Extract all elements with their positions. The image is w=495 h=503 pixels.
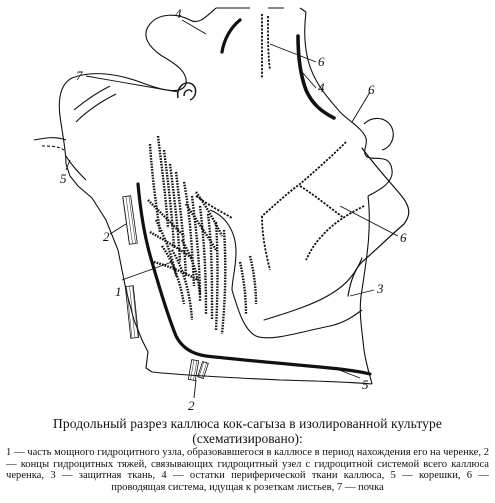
label-5-bottom: 5 bbox=[362, 377, 369, 392]
label-6-right: 6 bbox=[368, 82, 375, 97]
label-6-top: 6 bbox=[318, 54, 325, 69]
label-4-top: 4 bbox=[175, 6, 182, 21]
label-2-left: 2 bbox=[103, 229, 110, 244]
caption-title: Продольный разрез каллюса кок-сагыза в изолированной культуре bbox=[53, 416, 442, 431]
roots bbox=[34, 86, 116, 180]
callus-outline bbox=[59, 8, 393, 384]
figure-caption bbox=[6, 416, 489, 493]
label-1: 1 bbox=[115, 284, 122, 299]
label-4-right: 4 bbox=[318, 80, 325, 95]
label-7: 7 bbox=[76, 68, 83, 83]
bud bbox=[178, 83, 196, 100]
leader-lines bbox=[66, 20, 398, 398]
label-2-bottom: 2 bbox=[188, 398, 195, 413]
label-5-left: 5 bbox=[60, 171, 67, 186]
figure-labels bbox=[60, 6, 407, 413]
caption-subtitle: (схематизировано): bbox=[192, 431, 303, 446]
label-6-lower: 6 bbox=[400, 230, 407, 245]
inner-boundary bbox=[210, 210, 362, 338]
label-3: 3 bbox=[377, 281, 384, 296]
caption-legend: 1 — часть мощного гидроцитного узла, образовавшегося в каллюсе в период нахождения его на черенке, 2 — концы гидроцитных тяжей, связывающих гидроцитный узел с гидроцитной системой всего каллюса черенка, 3 — защитная ткань, 4 — остатки периферической ткани каллюса, 5 — корешки, 6 — проводящая система, идущая к розеткам листьев, 7 — почка bbox=[6, 447, 489, 493]
